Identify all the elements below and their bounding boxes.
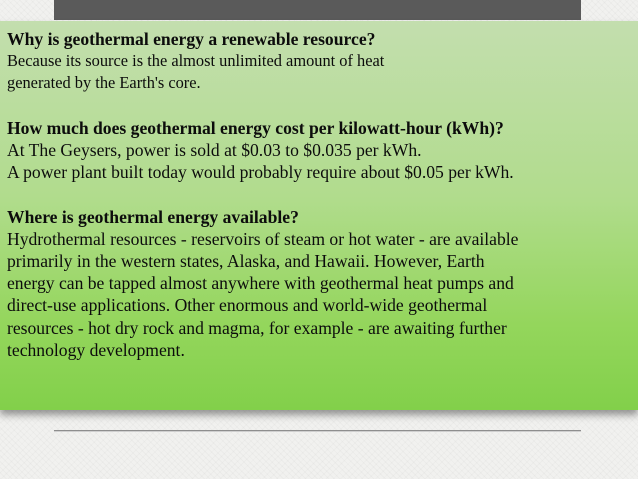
answer-line: primarily in the western states, Alaska, and Hawaii. However, Earth — [7, 251, 485, 271]
answer-line: energy can be tapped almost anywhere with geothermal heat pumps and — [7, 273, 514, 294]
answer-line: Because its source is the almost unlimited amount of heat — [7, 51, 385, 71]
answer-line: generated by the Earth's core. — [7, 73, 201, 93]
answer-line: At The Geysers, power is sold at $0.03 to $0.035 per kWh. — [7, 140, 422, 160]
question-heading: How much does geothermal energy cost per kilowatt-hour (kWh)? — [7, 117, 504, 138]
section-renewable — [7, 28, 632, 95]
answer-line: A power plant built today would probably require about $0.05 per kWh. — [7, 162, 514, 183]
answer-line: resources - hot dry rock and magma, for example - are awaiting further — [7, 317, 507, 338]
top-accent-bar — [54, 0, 581, 20]
slide-content-box — [0, 21, 638, 410]
answer-line: direct-use applications. Other enormous and world-wide geothermal — [7, 295, 488, 316]
answer-line: technology development. — [7, 339, 185, 360]
section-availability — [7, 206, 632, 361]
question-heading: Where is geothermal energy available? — [7, 206, 299, 227]
footer-divider-line — [54, 430, 581, 432]
section-cost — [7, 117, 632, 184]
question-heading: Why is geothermal energy a renewable resource? — [7, 29, 376, 49]
answer-line: Hydrothermal resources - reservoirs of steam or hot water - are available — [7, 228, 519, 249]
